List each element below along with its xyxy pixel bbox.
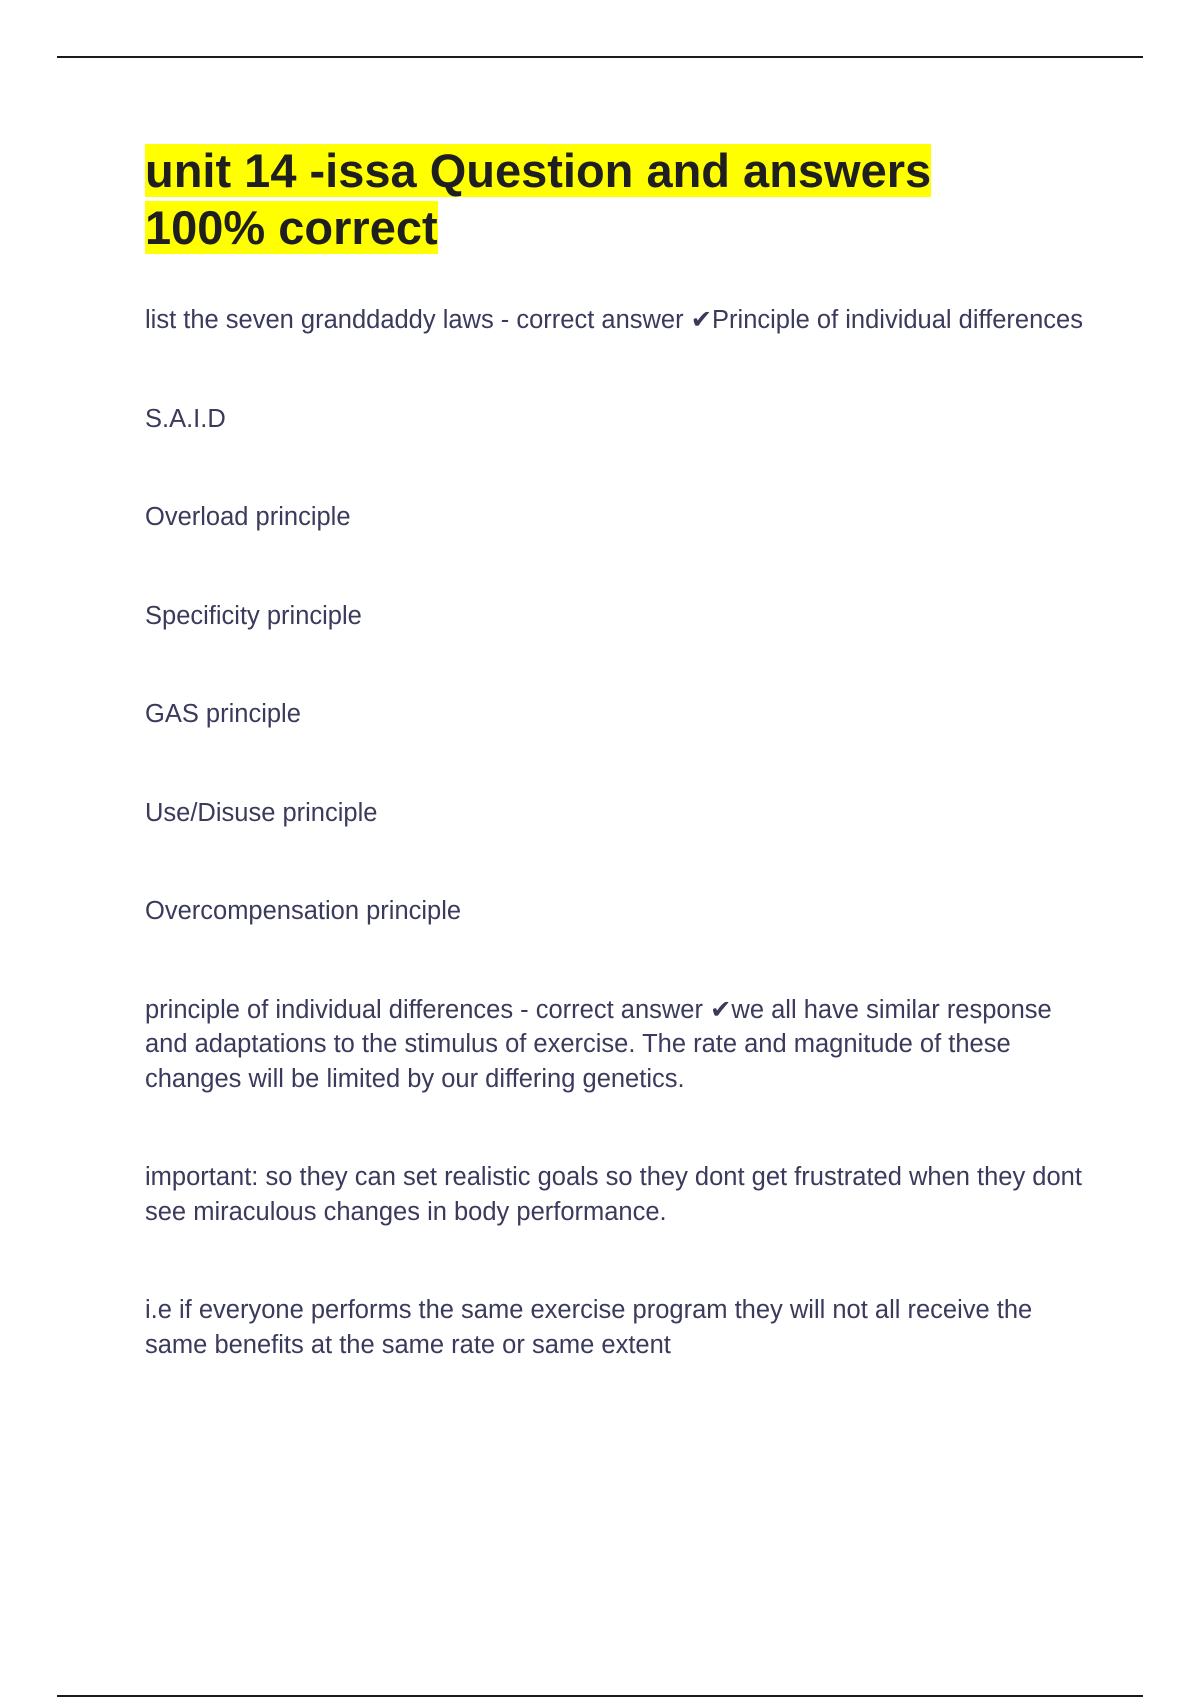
title-line-2: 100% correct xyxy=(145,201,438,254)
document-body xyxy=(145,142,1095,1362)
question-paragraph: principle of individual differences - correct answer ✔we all have similar response and adaptations to the stimulus of exercise. The rate and magnitude of these changes will be limited by our differing genetics. xyxy=(145,995,1052,1093)
document-title xyxy=(145,142,1095,256)
explanation-paragraph: important: so they can set realistic goals so they dont get frustrated when they dont see miraculous changes in body performance. xyxy=(145,1163,1082,1226)
answer-item: GAS principle xyxy=(145,700,301,728)
answer-item: Use/Disuse principle xyxy=(145,798,378,827)
answer-item: Overcompensation principle xyxy=(145,897,462,925)
title-line-1: unit 14 -issa Question and answers xyxy=(145,144,932,197)
question-paragraph: list the seven granddaddy laws - correct answer ✔Principle of individual differences xyxy=(145,306,1083,334)
header-rule xyxy=(57,56,1143,58)
answer-item: Overload principle xyxy=(145,503,351,531)
answer-item: Specificity principle xyxy=(145,601,362,630)
answer-item: S.A.I.D xyxy=(145,404,226,433)
example-paragraph: i.e if everyone performs the same exercise program they will not all receive the same benefits at the same rate or same extent xyxy=(145,1296,1033,1359)
footer-rule xyxy=(57,1695,1143,1697)
